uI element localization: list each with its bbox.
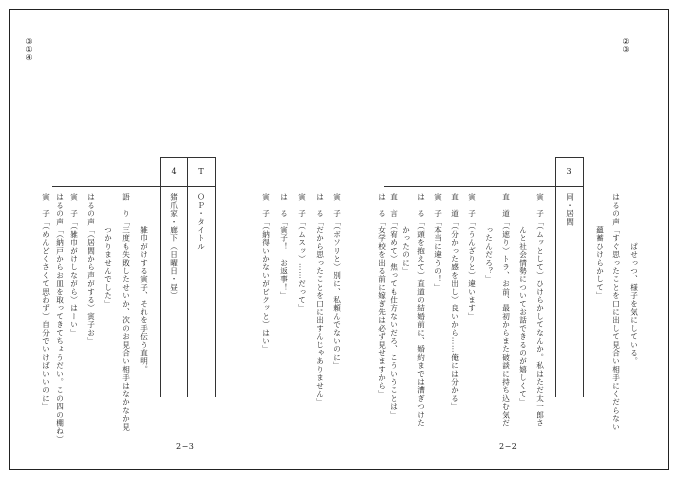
- script-line: は る「寅子！ お返事！」: [279, 193, 289, 300]
- script-line: 寅 子「（ボソリと）別に、私頼んでないのに」: [332, 193, 342, 370]
- script-line: 寅 子「（ムッとして）ひけらかしてなんか。私はただ太一郎さ: [535, 193, 545, 427]
- right-scene-divider: [583, 157, 584, 397]
- scene-heading: 猪爪家・廊下（日曜日・昼）: [169, 193, 179, 300]
- script-line: は る「（頭を抱えて）直道の結婚前に、婚約までは漕ぎつけた: [416, 193, 426, 427]
- script-line: 直 道「（分かった感を出し）良いから……俺には分かる」: [450, 193, 460, 411]
- script-line: 直 言「（宥めて）焦っても仕方ないだろ、こういうことは」: [389, 193, 399, 419]
- left-scene-divider: [160, 157, 161, 397]
- mark: ④: [25, 53, 33, 62]
- script-line: はるの声「（納戸からお皿を取ってきてちょうだい。この四の棚ね）: [55, 193, 65, 444]
- script-line: はるの声「すぐ思ったことを口に出して見合い相手にくだらない: [611, 193, 621, 431]
- scene-heading: ＯＰ・タイトル: [196, 193, 206, 251]
- page-number: 2−3: [176, 442, 195, 451]
- mark: ③: [25, 37, 33, 46]
- script-line: んと社会情勢についてお話できるのが嬉しくて」: [518, 193, 528, 407]
- script-line: はるの声「（居間から声がする）寅子お」: [86, 193, 96, 345]
- left-page-marks: [24, 38, 34, 62]
- script-line: つかりませんでした」: [103, 193, 113, 308]
- script-line: は る「女学校を出る前に嫁ぎ先は必ず見せますから」: [377, 193, 387, 398]
- left-scene-divider: [215, 157, 216, 397]
- scene-number: 3: [566, 167, 572, 176]
- script-line: 語 り「三度も失敗したせいか、次のお見合い相手はなかなか見: [121, 193, 131, 431]
- script-line: 雑巾がけする寅子、それを手伝う直明。: [139, 193, 149, 374]
- right-scene-divider: [555, 157, 556, 397]
- script-line: 寅 子「本当に違うの！」: [433, 193, 443, 292]
- mark: ②: [622, 37, 630, 46]
- script-line: 寅 子「（雑巾がけしながら）はーい」: [69, 193, 79, 337]
- script-line: は る「だから思ったことを口に出すんじゃありません」: [315, 193, 325, 407]
- script-line: 寅 子「（ムスッ）……だって」: [297, 193, 307, 313]
- page-number: 2−2: [499, 442, 518, 451]
- scene-number: T: [198, 167, 204, 176]
- script-line: かったのに」: [401, 193, 411, 275]
- left-scene-bottom-rule: [52, 186, 216, 187]
- script-line: 寅 子「（納得いかないがビクッと）はい」: [261, 193, 271, 354]
- left-scene-divider: [187, 157, 188, 397]
- script-line: 寅 子「（めんどくさくて思わず）自分でいけばいいのに」: [41, 193, 51, 411]
- right-scene-top-rule: [555, 157, 583, 158]
- left-scene-top-rule: [160, 157, 216, 158]
- script-line: ぱせっつ、様子を気にしている。: [629, 193, 639, 366]
- script-line: ったんだろ？」: [484, 193, 494, 284]
- script-line: 直 道「（遮り）トラ、お前、最初からまた破談に持ち込む気だ: [501, 193, 511, 427]
- script-line: 蘊蓄ひけらかして」: [595, 193, 605, 300]
- scene-heading: 同・居間: [565, 193, 575, 226]
- right-scene-bottom-rule: [384, 186, 583, 187]
- mark: ③: [622, 45, 630, 54]
- script-line: 寅 子「（うんざりと）違います」: [467, 193, 477, 321]
- right-page-marks: [621, 38, 631, 54]
- scene-number: 4: [171, 167, 177, 176]
- mark: ①: [25, 45, 33, 54]
